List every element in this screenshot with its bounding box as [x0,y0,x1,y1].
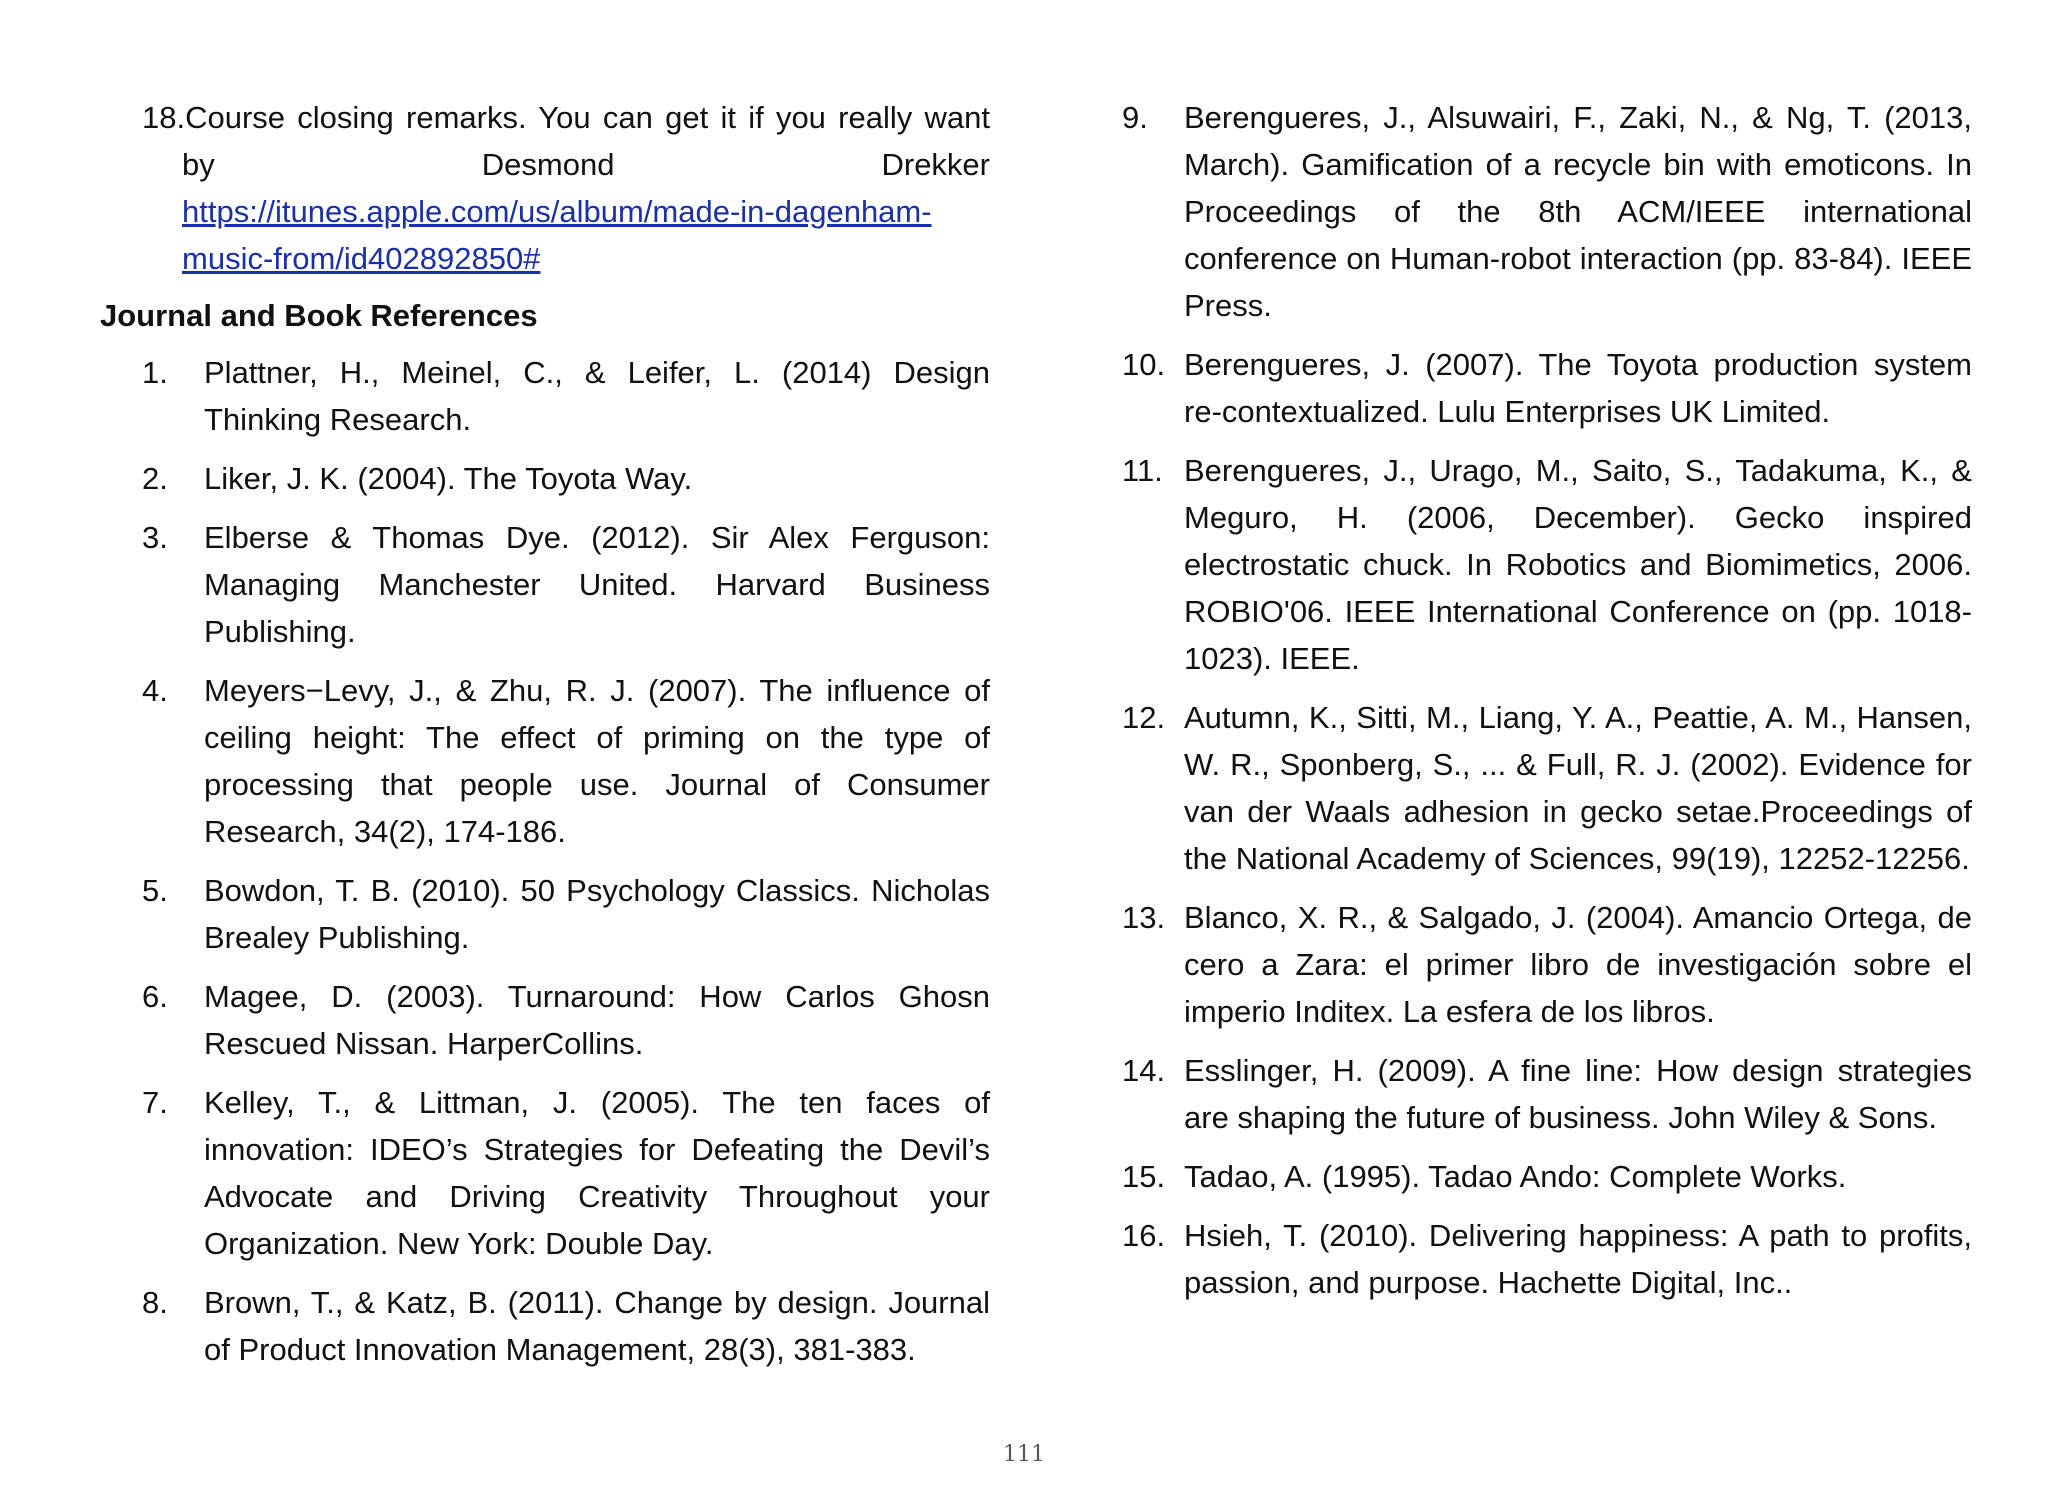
reference-text: Blanco, X. R., & Salgado, J. (2004). Amancio Ortega, de cero a Zara: el primer libro de investigación sobre el imperio Inditex. La esfera de los libros. [1184,900,1972,1029]
reference-item [100,1079,990,1267]
reference-item [100,867,990,961]
reference-number: 14. [1122,1053,1166,1088]
reference-number: 15. [1122,1159,1166,1194]
reference-item [1118,894,1972,1035]
reference-item [1118,694,1972,882]
reference-text: Autumn, K., Sitti, M., Liang, Y. A., Peattie, A. M., Hansen, W. R., Sponberg, S., ... & Full, R. J. (2002). Evidence for van der Waals adhesion in gecko setae.Proceedings of the National Academy of Sciences, 99(19), 12252-12256. [1184,700,1972,876]
itunes-album-link[interactable]: https://itunes.apple.com/us/album/made-in-dagenham-music-from/id402892850# [182,194,932,276]
reference-number: 10. [1122,347,1166,382]
reference-item-18 [100,94,990,282]
reference-number: 18. [142,100,186,135]
reference-number: 2. [142,461,168,496]
reference-item [1118,447,1972,682]
reference-item [100,349,990,443]
reference-number: 13. [1122,900,1166,935]
reference-item [100,514,990,655]
reference-text: Elberse & Thomas Dye. (2012). Sir Alex Ferguson: Managing Manchester United. Harvard Business Publishing. [204,520,990,649]
reference-item [100,667,990,855]
reference-text: Berengueres, J., Urago, M., Saito, S., Tadakuma, K., & Meguro, H. (2006, December). Gecko inspired electrostatic chuck. In Robotics and Biomimetics, 2006. ROBIO'06. IEEE International Conference on (pp. 1018-1023). IEEE. [1184,453,1972,676]
reference-item [100,973,990,1067]
reference-number: 9. [1122,100,1148,135]
reference-text: Magee, D. (2003). Turnaround: How Carlos Ghosn Rescued Nissan. HarperCollins. [204,979,990,1061]
reference-number: 3. [142,520,168,555]
section-heading: Journal and Book References [100,298,538,333]
right-column [1118,94,1972,1318]
reference-item [100,1279,990,1373]
reference-number: 16. [1122,1218,1166,1253]
reference-text: Esslinger, H. (2009). A fine line: How design strategies are shaping the future of business. John Wiley & Sons. [1184,1053,1972,1135]
reference-text: Berengueres, J., Alsuwairi, F., Zaki, N., & Ng, T. (2013, March). Gamification of a recycle bin with emoticons. In Proceedings of the 8th ACM/IEEE international conference on Human-robot interaction (pp. 83-84). IEEE Press. [1184,100,1972,323]
reference-text: Brown, T., & Katz, B. (2011). Change by design. Journal of Product Innovation Management, 28(3), 381-383. [204,1285,990,1367]
reference-item [100,455,990,502]
reference-number: 12. [1122,700,1166,735]
reference-text: Meyers−Levy, J., & Zhu, R. J. (2007). The influence of ceiling height: The effect of priming on the type of processing that people use. Journal of Consumer Research, 34(2), 174-186. [204,673,990,849]
reference-text: Plattner, H., Meinel, C., & Leifer, L. (2014) Design Thinking Research. [204,355,990,437]
left-column [100,94,990,1385]
reference-item [1118,94,1972,329]
reference-number: 11. [1122,453,1163,488]
reference-item [1118,1212,1972,1306]
reference-text: Tadao, A. (1995). Tadao Ando: Complete Works. [1184,1159,1847,1194]
reference-text: Bowdon, T. B. (2010). 50 Psychology Classics. Nicholas Brealey Publishing. [204,873,990,955]
reference-number: 5. [142,873,168,908]
page-number: 111 [1003,1442,1045,1467]
reference-number: 8. [142,1285,168,1320]
reference-item [1118,341,1972,435]
reference-number: 4. [142,673,168,708]
reference-number: 6. [142,979,168,1014]
reference-text: Berengueres, J. (2007). The Toyota production system re-contextualized. Lulu Enterprises UK Limited. [1184,347,1972,429]
reference-text: Kelley, T., & Littman, J. (2005). The ten faces of innovation: IDEO’s Strategies for Defeating the Devil’s Advocate and Driving Creativity Throughout your Organization. New York: Double Day. [204,1085,990,1261]
reference-item [1118,1153,1972,1200]
reference-number: 7. [142,1085,168,1120]
reference-text: Liker, J. K. (2004). The Toyota Way. [204,461,693,496]
reference-number: 1. [142,355,168,390]
reference-item [1118,1047,1972,1141]
reference-text: Hsieh, T. (2010). Delivering happiness: A path to profits, passion, and purpose. Hachette Digital, Inc.. [1184,1218,1972,1300]
reference-text: Course closing remarks. You can get it if you really want by Desmond Drekker [182,100,990,182]
